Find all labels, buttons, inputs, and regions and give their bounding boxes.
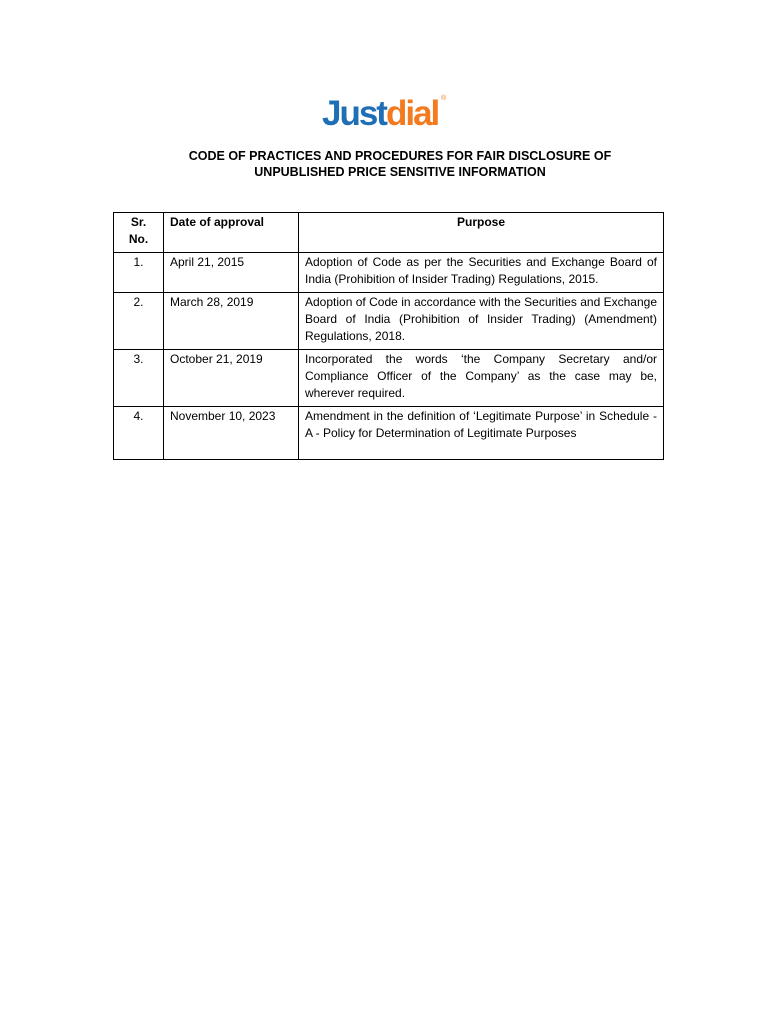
row-sr-no: 2. — [114, 293, 164, 350]
table-row — [114, 293, 664, 350]
row-sr-no: 4. — [114, 407, 164, 460]
row-date: April 21, 2015 — [164, 253, 299, 293]
document-title-line-1: CODE OF PRACTICES AND PROCEDURES FOR FAIR DISCLOSURE OF — [188, 149, 612, 163]
table-row — [114, 350, 664, 407]
row-purpose: Incorporated the words ‘the Company Secretary and/or Compliance Officer of the Company’ as the case may be, wherever required. — [299, 350, 664, 407]
row-purpose: Adoption of Code in accordance with the Securities and Exchange Board of India (Prohibition of Insider Trading) (Amendment) Regulations, 2018. — [299, 293, 664, 350]
row-date: November 10, 2023 — [164, 407, 299, 460]
row-sr-no: 3. — [114, 350, 164, 407]
table-row — [114, 253, 664, 293]
document-title-line-2: UNPUBLISHED PRICE SENSITIVE INFORMATION — [254, 165, 546, 179]
row-date: October 21, 2019 — [164, 350, 299, 407]
approval-history-table — [113, 212, 664, 460]
row-sr-no: 1. — [114, 253, 164, 293]
logo-dial-text: dial — [385, 94, 439, 133]
header-date-of-approval: Date of approval — [164, 213, 299, 253]
justdial-logo — [322, 92, 452, 136]
table-row — [114, 407, 664, 460]
header-purpose: Purpose — [299, 213, 664, 253]
header-sr-no: Sr. No. — [114, 213, 164, 253]
row-purpose: Adoption of Code as per the Securities and Exchange Board of India (Prohibition of Insider Trading) Regulations, 2015. — [299, 253, 664, 293]
logo-just-text: Just — [322, 94, 386, 133]
row-purpose: Amendment in the definition of ‘Legitimate Purpose’ in Schedule - A - Policy for Determination of Legitimate Purposes — [299, 407, 664, 460]
logo-registered-mark: ® — [441, 95, 447, 102]
table-header-row — [114, 213, 664, 253]
row-date: March 28, 2019 — [164, 293, 299, 350]
